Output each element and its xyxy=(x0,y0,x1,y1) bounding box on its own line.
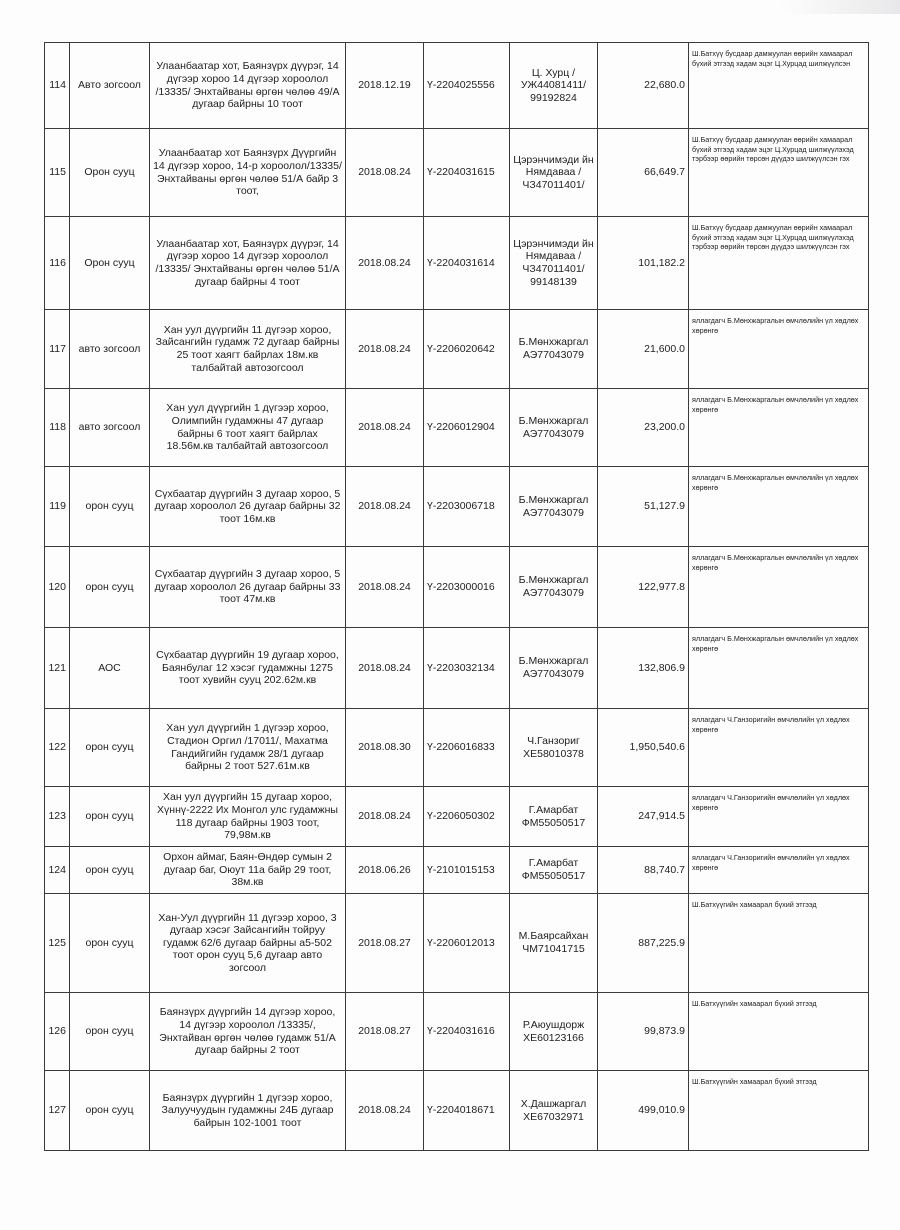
property-address: Сүхбаатар дүүргийн 3 дугаар хороо, 5 дугаар хороолол 26 дугаар байрны 33 тоот 47м.кв xyxy=(150,547,346,628)
property-value: 23,200.0 xyxy=(598,389,689,467)
note: Ш.Батхүүгийн хамаарал бүхий этгээд xyxy=(689,894,869,993)
property-type: Авто зогсоол xyxy=(70,43,150,129)
asset-table xyxy=(44,42,869,1151)
certificate-number: Ү-2206016833 xyxy=(424,709,510,787)
property-value: 132,806.9 xyxy=(598,628,689,709)
property-value: 887,225.9 xyxy=(598,894,689,993)
property-address: Орхон аймаг, Баян-Өндөр сумын 2 дугаар баг, Оюут 11а байр 29 тоот, 38м.кв xyxy=(150,847,346,894)
owner: Цэрэнчимэди йн Нямдаваа /ЧЗ47011401/ 99148139 xyxy=(510,217,598,310)
property-address: Хан уул дүүргийн 1 дүгээр хороо, Олимпийн гудамжны 47 дугаар байрны 6 тоот хаягт байрлах 18.56м.кв талбайтай автозогсоол xyxy=(150,389,346,467)
registration-date: 2018.08.24 xyxy=(346,1071,424,1151)
property-value: 499,010.9 xyxy=(598,1071,689,1151)
row-number: 126 xyxy=(45,993,70,1071)
certificate-number: Ү-2204018671 xyxy=(424,1071,510,1151)
row-number: 123 xyxy=(45,787,70,847)
owner: Цэрэнчимэди йн Нямдаваа /ЧЗ47011401/ xyxy=(510,129,598,217)
property-type: орон сууц xyxy=(70,787,150,847)
row-number: 115 xyxy=(45,129,70,217)
registration-date: 2018.08.24 xyxy=(346,129,424,217)
row-number: 120 xyxy=(45,547,70,628)
table-row xyxy=(45,894,869,993)
row-number: 122 xyxy=(45,709,70,787)
registration-date: 2018.08.24 xyxy=(346,389,424,467)
property-address: Сүхбаатар дүүргийн 19 дугаар хороо, Баянбулаг 12 хэсэг гудамжны 1275 тоот хувийн сууц 202.62м.кв xyxy=(150,628,346,709)
property-value: 1,950,540.6 xyxy=(598,709,689,787)
owner: Г.Амарбат ФМ55050517 xyxy=(510,787,598,847)
certificate-number: Ү-2204031615 xyxy=(424,129,510,217)
registration-date: 2018.08.24 xyxy=(346,310,424,389)
owner: Ч.Ганзориг ХЕ58010378 xyxy=(510,709,598,787)
property-address: Баянзүрх дүүргийн 14 дүгээр хороо, 14 дүгээр хороолол /13335/, Энхтайван өргөн чөлөө гудамж 51/А дугаар байрны 2 тоот xyxy=(150,993,346,1071)
property-type: авто зогсоол xyxy=(70,310,150,389)
row-number: 127 xyxy=(45,1071,70,1151)
owner: Ц. Хурц /УЖ44081411/ 99192824 xyxy=(510,43,598,129)
registration-date: 2018.08.27 xyxy=(346,894,424,993)
registration-date: 2018.08.24 xyxy=(346,787,424,847)
property-value: 22,680.0 xyxy=(598,43,689,129)
property-type: орон сууц xyxy=(70,547,150,628)
property-type: орон сууц xyxy=(70,847,150,894)
certificate-number: Ү-2203032134 xyxy=(424,628,510,709)
property-type: Орон сууц xyxy=(70,217,150,310)
owner: Б.Мөнхжаргал АЭ77043079 xyxy=(510,628,598,709)
note: яллагдагч Б.Мөнхжаргалын өмчлөлийн үл хөдлөх хөрөнгө xyxy=(689,389,869,467)
property-address: Улаанбаатар хот, Баянзүрх дүүрэг, 14 дүгээр хороо 14 дүгээр хороолол /13335/ Энхтайваны өргөн чөлөө 49/А дугаар байрны 10 тоот xyxy=(150,43,346,129)
note: яллагдагч Ч.Ганзоригийн өмчлөлийн үл хөдлөх хөрөнгө xyxy=(689,709,869,787)
scan-corner-shade xyxy=(780,0,900,14)
property-type: авто зогсоол xyxy=(70,389,150,467)
property-type: орон сууц xyxy=(70,467,150,547)
table-row xyxy=(45,787,869,847)
note: Ш.Батхүүгийн хамаарал бүхий этгээд xyxy=(689,993,869,1071)
table-row xyxy=(45,547,869,628)
certificate-number: Ү-2204031616 xyxy=(424,993,510,1071)
note: яллагдагч Ч.Ганзоригийн өмчлөлийн үл хөдлөх хөрөнгө xyxy=(689,787,869,847)
table-row xyxy=(45,1071,869,1151)
row-number: 118 xyxy=(45,389,70,467)
registration-date: 2018.12.19 xyxy=(346,43,424,129)
row-number: 121 xyxy=(45,628,70,709)
owner: Б.Мөнхжаргал АЭ77043079 xyxy=(510,547,598,628)
property-value: 21,600.0 xyxy=(598,310,689,389)
owner: Р.Аюушдорж ХЕ60123166 xyxy=(510,993,598,1071)
document-sheet xyxy=(44,42,868,1151)
property-address: Улаанбаатар хот Баянзүрх Дүүргийн 14 дүгээр хороо, 14-р хороолол/13335/ Энхтайваны өргөн чөлөө 51/А байр 3 тоот, xyxy=(150,129,346,217)
certificate-number: Ү-2101015153 xyxy=(424,847,510,894)
certificate-number: Ү-2206012013 xyxy=(424,894,510,993)
property-address: Хан уул дүүргийн 15 дугаар хороо, Хүннү-2222 Их Монгол улс гудамжны 118 дугаар байрны 1903 тоот, 79,98м.кв xyxy=(150,787,346,847)
property-type: орон сууц xyxy=(70,1071,150,1151)
row-number: 116 xyxy=(45,217,70,310)
owner: Х.Дашжаргал ХЕ67032971 xyxy=(510,1071,598,1151)
table-row xyxy=(45,628,869,709)
property-value: 247,914.5 xyxy=(598,787,689,847)
property-type: орон сууц xyxy=(70,993,150,1071)
table-row xyxy=(45,310,869,389)
certificate-number: Ү-2203000016 xyxy=(424,547,510,628)
owner: Г.Амарбат ФМ55050517 xyxy=(510,847,598,894)
property-value: 101,182.2 xyxy=(598,217,689,310)
owner: Б.Мөнхжаргал АЭ77043079 xyxy=(510,389,598,467)
note: яллагдагч Ч.Ганзоригийн өмчлөлийн үл хөдлөх хөрөнгө xyxy=(689,847,869,894)
property-type: орон сууц xyxy=(70,709,150,787)
note: Ш.Батхүү бусдаар дамжуулан өөрийн хамаарал бүхий этгээд хадам эцэг Ц.Хурцад шилжүүлэхэд тэрбээр өөрийн төрсөн дүүдээ шилжүүлсэн гэх xyxy=(689,217,869,310)
registration-date: 2018.08.27 xyxy=(346,993,424,1071)
table-row xyxy=(45,129,869,217)
property-address: Хан уул дүүргийн 1 дүгээр хороо, Стадион Оргил /17011/, Махатма Гандийгийн гудамж 28/1 дугаар байрны 2 тоот 527.61м.кв xyxy=(150,709,346,787)
table-row xyxy=(45,847,869,894)
property-value: 88,740.7 xyxy=(598,847,689,894)
registration-date: 2018.08.24 xyxy=(346,628,424,709)
table-row xyxy=(45,709,869,787)
row-number: 114 xyxy=(45,43,70,129)
property-type: орон сууц xyxy=(70,894,150,993)
note: яллагдагч Б.Мөнхжаргалын өмчлөлийн үл хөдлөх хөрөнгө xyxy=(689,467,869,547)
row-number: 124 xyxy=(45,847,70,894)
note: Ш.Батхүүгийн хамаарал бүхий этгээд xyxy=(689,1071,869,1151)
property-address: Хан-Уул дүүргийн 11 дүгээр хороо, 3 дугаар хэсэг Зайсангийн тойруу гудамж 62/6 дугаар байрны а5-502 тоот орон сууц 5,6 дугаар авто зогсоол xyxy=(150,894,346,993)
row-number: 117 xyxy=(45,310,70,389)
certificate-number: Ү-2206050302 xyxy=(424,787,510,847)
row-number: 119 xyxy=(45,467,70,547)
owner: Б.Мөнхжаргал АЭ77043079 xyxy=(510,310,598,389)
note: яллагдагч Б.Мөнхжаргалын өмчлөлийн үл хөдлөх хөрөнгө xyxy=(689,310,869,389)
row-number: 125 xyxy=(45,894,70,993)
property-address: Улаанбаатар хот, Баянзүрх дүүрэг, 14 дүгээр хороо 14 дүгээр хороолол /13335/ Энхтайваны өргөн чөлөө 51/А дугаар байрны 4 тоот xyxy=(150,217,346,310)
certificate-number: Ү-2203006718 xyxy=(424,467,510,547)
table-row xyxy=(45,43,869,129)
registration-date: 2018.08.24 xyxy=(346,217,424,310)
owner: Б.Мөнхжаргал АЭ77043079 xyxy=(510,467,598,547)
property-value: 99,873.9 xyxy=(598,993,689,1071)
registration-date: 2018.06.26 xyxy=(346,847,424,894)
registration-date: 2018.08.24 xyxy=(346,467,424,547)
property-value: 51,127.9 xyxy=(598,467,689,547)
property-address: Хан уул дүүргийн 11 дүгээр хороо, Зайсангийн гудамж 72 дугаар байрны 25 тоот хаягт байрлах 18м.кв талбайтай автозогсоол xyxy=(150,310,346,389)
property-type: АОС xyxy=(70,628,150,709)
table-row xyxy=(45,467,869,547)
table-row xyxy=(45,389,869,467)
note: яллагдагч Б.Мөнхжаргалын өмчлөлийн үл хөдлөх хөрөнгө xyxy=(689,628,869,709)
registration-date: 2018.08.24 xyxy=(346,547,424,628)
property-value: 122,977.8 xyxy=(598,547,689,628)
note: Ш.Батхүү бусдаар дамжуулан өөрийн хамаарал бүхий этгээд хадам эцэг Ц.Хурцад шилжүүлэхэд тэрбээр өөрийн төрсөн дүүдээ шилжүүлсэн гэх xyxy=(689,129,869,217)
property-address: Сүхбаатар дүүргийн 3 дугаар хороо, 5 дугаар хороолол 26 дугаар байрны 32 тоот 16м.кв xyxy=(150,467,346,547)
certificate-number: Ү-2206020642 xyxy=(424,310,510,389)
property-address: Баянзүрх дүүргийн 1 дүгээр хороо, Залуучуудын гудамжны 24Б дугаар байрын 102-1001 тоот xyxy=(150,1071,346,1151)
property-value: 66,649.7 xyxy=(598,129,689,217)
registration-date: 2018.08.30 xyxy=(346,709,424,787)
certificate-number: Ү-2204025556 xyxy=(424,43,510,129)
table-row xyxy=(45,993,869,1071)
certificate-number: Ү-2204031614 xyxy=(424,217,510,310)
table-row xyxy=(45,217,869,310)
property-type: Орон сууц xyxy=(70,129,150,217)
note: Ш.Батхүү бусдаар дамжуулан өөрийн хамаарал бүхий этгээд хадам эцэг Ц.Хурцад шилжүүлсэн xyxy=(689,43,869,129)
owner: М.Баярсайхан ЧМ71041715 xyxy=(510,894,598,993)
note: яллагдагч Б.Мөнхжаргалын өмчлөлийн үл хөдлөх хөрөнгө xyxy=(689,547,869,628)
certificate-number: Ү-2206012904 xyxy=(424,389,510,467)
